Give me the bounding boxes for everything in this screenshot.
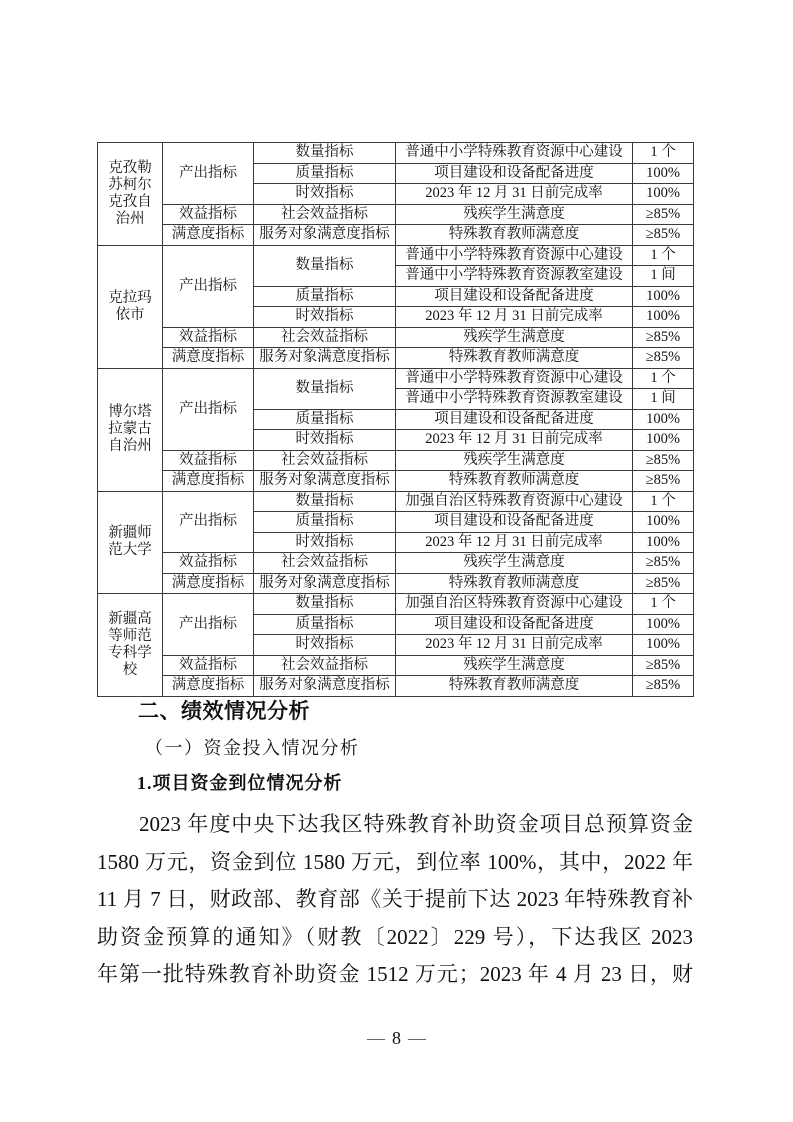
name-cell: 2023 年 12 月 31 日前完成率 bbox=[396, 430, 633, 451]
category-cell: 产出指标 bbox=[163, 594, 254, 656]
table-row bbox=[98, 471, 694, 492]
category-cell: 效益指标 bbox=[163, 553, 254, 574]
name-cell: 普通中小学特殊教育资源教室建设 bbox=[396, 389, 633, 410]
table-row bbox=[98, 143, 694, 164]
type-cell: 时效指标 bbox=[254, 532, 396, 553]
name-cell: 项目建设和设备配备进度 bbox=[396, 409, 633, 430]
region-cell: 克孜勒苏柯尔克孜自治州 bbox=[98, 143, 163, 246]
type-cell: 社会效益指标 bbox=[254, 450, 396, 471]
name-cell: 加强自治区特殊教育资源中心建设 bbox=[396, 594, 633, 615]
region-cell: 克拉玛依市 bbox=[98, 245, 163, 368]
type-cell: 质量指标 bbox=[254, 512, 396, 533]
name-cell: 残疾学生满意度 bbox=[396, 655, 633, 676]
type-cell: 质量指标 bbox=[254, 409, 396, 430]
value-cell: 100% bbox=[633, 635, 694, 656]
type-cell: 社会效益指标 bbox=[254, 553, 396, 574]
value-cell: 1 个 bbox=[633, 594, 694, 615]
value-cell: 1 个 bbox=[633, 143, 694, 164]
name-cell: 2023 年 12 月 31 日前完成率 bbox=[396, 532, 633, 553]
footer-dash-left: — bbox=[367, 1028, 385, 1048]
type-cell: 时效指标 bbox=[254, 184, 396, 205]
category-cell: 满意度指标 bbox=[163, 225, 254, 246]
table-row bbox=[98, 327, 694, 348]
name-cell: 特殊教育教师满意度 bbox=[396, 676, 633, 697]
category-cell: 产出指标 bbox=[163, 143, 254, 205]
type-cell: 时效指标 bbox=[254, 307, 396, 328]
indicator-table bbox=[97, 142, 694, 697]
category-cell: 效益指标 bbox=[163, 204, 254, 225]
value-cell: ≥85% bbox=[633, 348, 694, 369]
name-cell: 加强自治区特殊教育资源中心建设 bbox=[396, 491, 633, 512]
name-cell: 特殊教育教师满意度 bbox=[396, 471, 633, 492]
category-cell: 满意度指标 bbox=[163, 348, 254, 369]
name-cell: 特殊教育教师满意度 bbox=[396, 573, 633, 594]
name-cell: 特殊教育教师满意度 bbox=[396, 225, 633, 246]
value-cell: 100% bbox=[633, 409, 694, 430]
type-cell: 数量指标 bbox=[254, 143, 396, 164]
type-cell: 服务对象满意度指标 bbox=[254, 348, 396, 369]
name-cell: 项目建设和设备配备进度 bbox=[396, 512, 633, 533]
category-cell: 效益指标 bbox=[163, 450, 254, 471]
table-row bbox=[98, 491, 694, 512]
name-cell: 2023 年 12 月 31 日前完成率 bbox=[396, 307, 633, 328]
page-number: 8 bbox=[392, 1028, 401, 1048]
body-paragraph bbox=[97, 806, 693, 994]
indicator-table-body bbox=[98, 143, 694, 697]
value-cell: ≥85% bbox=[633, 655, 694, 676]
region-cell: 博尔塔拉蒙古自治州 bbox=[98, 368, 163, 491]
type-cell: 数量指标 bbox=[254, 491, 396, 512]
category-cell: 满意度指标 bbox=[163, 676, 254, 697]
name-cell: 残疾学生满意度 bbox=[396, 204, 633, 225]
region-cell: 新疆高等师范专科学校 bbox=[98, 594, 163, 697]
name-cell: 普通中小学特殊教育资源中心建设 bbox=[396, 245, 633, 266]
table-row bbox=[98, 245, 694, 266]
table-row bbox=[98, 204, 694, 225]
footer-dash-right: — bbox=[408, 1028, 426, 1048]
type-cell: 服务对象满意度指标 bbox=[254, 225, 396, 246]
name-cell: 残疾学生满意度 bbox=[396, 327, 633, 348]
value-cell: ≥85% bbox=[633, 225, 694, 246]
paragraph-line: 年第一批特殊教育补助资金 1512 万元；2023 年 4 月 23 日，财 bbox=[97, 962, 693, 987]
subsection-heading: （一）资金投入情况分析 bbox=[145, 738, 360, 758]
value-cell: ≥85% bbox=[633, 204, 694, 225]
type-cell: 时效指标 bbox=[254, 635, 396, 656]
type-cell: 服务对象满意度指标 bbox=[254, 471, 396, 492]
type-cell: 时效指标 bbox=[254, 430, 396, 451]
table-row bbox=[98, 655, 694, 676]
name-cell: 普通中小学特殊教育资源中心建设 bbox=[396, 368, 633, 389]
table-row bbox=[98, 368, 694, 389]
value-cell: ≥85% bbox=[633, 676, 694, 697]
name-cell: 普通中小学特殊教育资源教室建设 bbox=[396, 266, 633, 287]
name-cell: 项目建设和设备配备进度 bbox=[396, 614, 633, 635]
category-cell: 效益指标 bbox=[163, 655, 254, 676]
category-cell: 满意度指标 bbox=[163, 471, 254, 492]
type-cell: 社会效益指标 bbox=[254, 327, 396, 348]
name-cell: 2023 年 12 月 31 日前完成率 bbox=[396, 635, 633, 656]
value-cell: 1 间 bbox=[633, 389, 694, 410]
type-cell: 社会效益指标 bbox=[254, 655, 396, 676]
value-cell: 100% bbox=[633, 532, 694, 553]
value-cell: 1 间 bbox=[633, 266, 694, 287]
category-cell: 产出指标 bbox=[163, 245, 254, 327]
value-cell: 1 个 bbox=[633, 368, 694, 389]
category-cell: 产出指标 bbox=[163, 368, 254, 450]
paragraph-line: 1580 万元，资金到位 1580 万元，到位率 100%，其中，2022 年 bbox=[97, 849, 693, 874]
table-row bbox=[98, 553, 694, 574]
value-cell: ≥85% bbox=[633, 553, 694, 574]
name-cell: 特殊教育教师满意度 bbox=[396, 348, 633, 369]
page-footer bbox=[0, 1026, 793, 1050]
table-row bbox=[98, 450, 694, 471]
region-cell: 新疆师范大学 bbox=[98, 491, 163, 594]
type-cell: 质量指标 bbox=[254, 163, 396, 184]
type-cell: 数量指标 bbox=[254, 368, 396, 409]
table-row bbox=[98, 573, 694, 594]
category-cell: 产出指标 bbox=[163, 491, 254, 553]
value-cell: ≥85% bbox=[633, 450, 694, 471]
type-cell: 社会效益指标 bbox=[254, 204, 396, 225]
name-cell: 普通中小学特殊教育资源中心建设 bbox=[396, 143, 633, 164]
performance-indicator-table-wrap bbox=[97, 142, 693, 697]
type-cell: 数量指标 bbox=[254, 245, 396, 286]
paragraph-line: 2023 年度中央下达我区特殊教育补助资金项目总预算资金 bbox=[139, 812, 693, 836]
value-cell: 100% bbox=[633, 512, 694, 533]
table-row bbox=[98, 225, 694, 246]
table-row bbox=[98, 594, 694, 615]
value-cell: ≥85% bbox=[633, 327, 694, 348]
value-cell: 100% bbox=[633, 430, 694, 451]
name-cell: 残疾学生满意度 bbox=[396, 553, 633, 574]
type-cell: 服务对象满意度指标 bbox=[254, 573, 396, 594]
section-heading: 二、绩效情况分析 bbox=[138, 700, 310, 723]
paragraph-line: 11 月 7 日，财政部、教育部《关于提前下达 2023 年特殊教育补 bbox=[97, 887, 693, 912]
name-cell: 项目建设和设备配备进度 bbox=[396, 286, 633, 307]
category-cell: 效益指标 bbox=[163, 327, 254, 348]
category-cell: 满意度指标 bbox=[163, 573, 254, 594]
name-cell: 项目建设和设备配备进度 bbox=[396, 163, 633, 184]
value-cell: 100% bbox=[633, 286, 694, 307]
value-cell: 100% bbox=[633, 163, 694, 184]
type-cell: 质量指标 bbox=[254, 614, 396, 635]
value-cell: 1 个 bbox=[633, 245, 694, 266]
value-cell: 100% bbox=[633, 307, 694, 328]
subsubsection-heading: 1.项目资金到位情况分析 bbox=[137, 773, 343, 793]
name-cell: 残疾学生满意度 bbox=[396, 450, 633, 471]
table-row bbox=[98, 676, 694, 697]
value-cell: 100% bbox=[633, 614, 694, 635]
type-cell: 数量指标 bbox=[254, 594, 396, 615]
table-row bbox=[98, 348, 694, 369]
value-cell: ≥85% bbox=[633, 573, 694, 594]
type-cell: 质量指标 bbox=[254, 286, 396, 307]
name-cell: 2023 年 12 月 31 日前完成率 bbox=[396, 184, 633, 205]
paragraph-line: 助资金预算的通知》（财教〔2022〕229 号），下达我区 2023 bbox=[97, 924, 693, 949]
value-cell: ≥85% bbox=[633, 471, 694, 492]
value-cell: 1 个 bbox=[633, 491, 694, 512]
value-cell: 100% bbox=[633, 184, 694, 205]
type-cell: 服务对象满意度指标 bbox=[254, 676, 396, 697]
